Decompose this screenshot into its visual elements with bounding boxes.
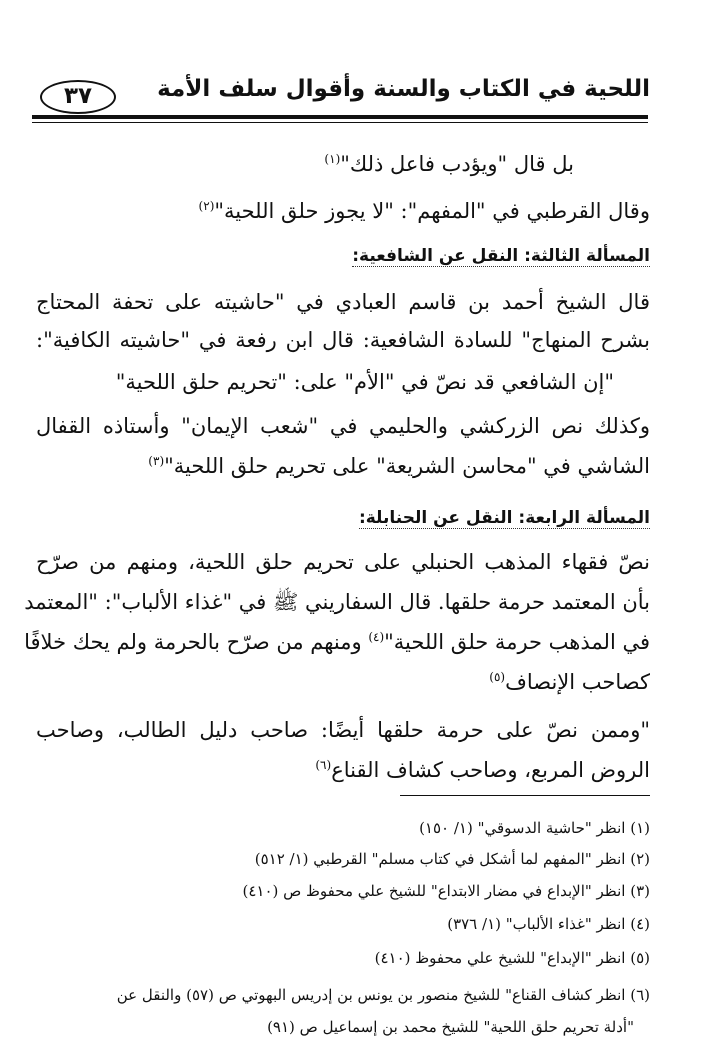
body-line: وكذلك نص الزركشي والحليمي في "شعب الإيمان" وأستاذه القفال [36,414,650,438]
footnote-ref: (٦) [315,758,332,772]
footnote: (٦) انظر كشاف القناع" للشيخ منصور بن يونس بن إدريس البهوتي ص (٥٧) والنقل عن [116,986,650,1004]
body-line: "وممن نصّ على حرمة حلقها أيضًا: صاحب دليل الطالب، وصاحب [36,718,650,742]
body-line: قال الشيخ أحمد بن قاسم العبادي في "حاشيته على تحفة المحتاج [36,290,650,314]
footnote-ref: (١) [324,152,341,166]
body-line: الشاشي في "محاسن الشريعة" على تحريم حلق اللحية"$^{(٣)}$ [148,454,650,478]
footnote-ref: (٤) [368,630,385,644]
running-title: اللحية في الكتاب والسنة وأقوال سلف الأمة [157,76,650,102]
body-line: "إن الشافعي قد نصّ في "الأم" على: "تحريم حلق اللحية" [115,370,614,394]
body-line: بل قال "ويؤدب فاعل ذلك"$^{(١)}$ [324,152,574,176]
footnote-ref: (٢) [198,199,215,213]
footnote-ref: (٣) [148,454,165,468]
body-line: بشرح المنهاج" للسادة الشافعية: قال ابن رفعة في "حاشيته الكافية": [36,328,650,352]
body-line: في المذهب حرمة حلق اللحية"$^{(٤)}$ ومنهم من صرّح بالحرمة ولم يحك خلافًا [24,630,650,654]
footnote: (٣) انظر "الإبداع في مضار الابتداع" للشيخ علي محفوظ ص (٤١٠) [242,882,650,900]
footnote-ref: (٥) [489,670,506,684]
section-heading: المسألة الثالثة: النقل عن الشافعية: [352,246,650,266]
page-number: ٣٧ [40,80,116,114]
body-line: كصاحب الإنصاف$^{(٥)}$ [489,670,650,694]
footnote: (٤) انظر "غذاء الألباب" (١/ ٣٧٦) [447,915,650,933]
footnote: (٥) انظر "الإبداع" للشيخ علي محفوظ (٤١٠) [374,949,650,967]
header-rule-thin [32,122,648,123]
body-line: الروض المربع، وصاحب كشاف القناع$^{(٦)}$ [315,758,650,782]
body-line: وقال القرطبي في "المفهم": "لا يجوز حلق اللحية"$^{(٢)}$ [198,199,650,223]
body-line: نصّ فقهاء المذهب الحنبلي على تحريم حلق اللحية، ومنهم من صرّح [36,550,650,574]
footnote: (٢) انظر "المفهم لما أشكل في كتاب مسلم" القرطبي (١/ ٥١٢) [254,850,650,868]
footnote: (١) انظر "حاشية الدسوقي" (١/ ١٥٠) [419,819,650,837]
footnote-separator [400,795,650,796]
footnote-continuation: "أدلة تحريم حلق اللحية" للشيخ محمد بن إسماعيل ص (٩١) [267,1018,634,1036]
header-rule-thick [32,115,648,119]
body-line: بأن المعتمد حرمة حلقها. قال السفاريني ﷺ في "غذاء الألباب": "المعتمد [24,590,650,614]
section-heading: المسألة الرابعة: النقل عن الحنابلة: [358,508,650,528]
